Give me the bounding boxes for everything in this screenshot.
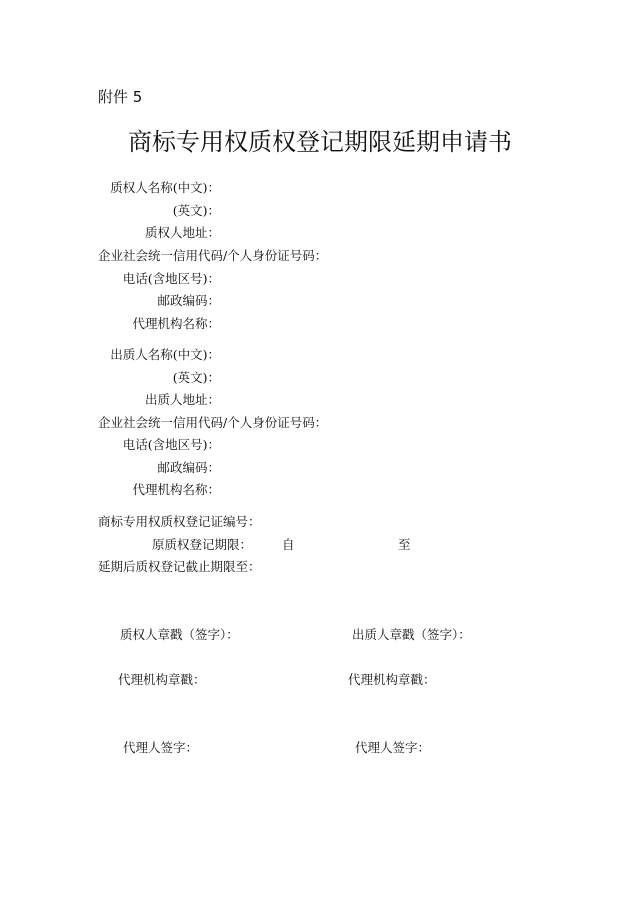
- page-title: 商标专用权质权登记期限延期申请书: [128, 128, 512, 156]
- pledgee-name-en-label: (英文)：: [172, 203, 220, 218]
- extended-deadline-label: 延期后质权登记截止期限至：: [98, 559, 261, 574]
- pledgor-credit-code-label: 企业社会统一信用代码/个人身份证号码：: [98, 415, 328, 430]
- pledgor-name-en-label: (英文)：: [172, 370, 220, 385]
- agency-seal-right-label: 代理机构章戳：: [348, 672, 436, 687]
- agency-seal-left-label: 代理机构章戳：: [118, 672, 206, 687]
- agent-sign-left-label: 代理人签字：: [123, 740, 199, 755]
- pledgor-address-label: 出质人地址：: [144, 392, 220, 407]
- pledgor-seal-label: 出质人章戳（签字）：: [352, 627, 471, 642]
- pledgee-postcode-label: 邮政编码：: [157, 293, 220, 308]
- period-from-label: 自: [282, 537, 295, 552]
- pledgee-credit-code-label: 企业社会统一信用代码/个人身份证号码：: [98, 248, 328, 263]
- pledgee-seal-label: 质权人章戳（签字）：: [120, 627, 239, 642]
- pledgor-name-cn-label: 出质人名称(中文)：: [110, 347, 220, 362]
- cert-number-label: 商标专用权质权登记证编号：: [98, 514, 261, 529]
- pledgor-agency-label: 代理机构名称：: [132, 482, 220, 497]
- period-to-label: 至: [398, 537, 411, 552]
- agent-sign-right-label: 代理人签字：: [355, 740, 431, 755]
- pledgee-name-cn-label: 质权人名称(中文)：: [110, 180, 220, 195]
- original-period-label: 原质权登记期限：: [151, 537, 252, 552]
- pledgor-phone-label: 电话(含地区号)：: [122, 437, 220, 452]
- pledgee-address-label: 质权人地址：: [144, 225, 220, 240]
- pledgor-postcode-label: 邮政编码：: [157, 460, 220, 475]
- pledgee-agency-label: 代理机构名称：: [132, 316, 220, 331]
- attachment-label: 附件 5: [98, 88, 143, 106]
- pledgee-phone-label: 电话(含地区号)：: [122, 271, 220, 286]
